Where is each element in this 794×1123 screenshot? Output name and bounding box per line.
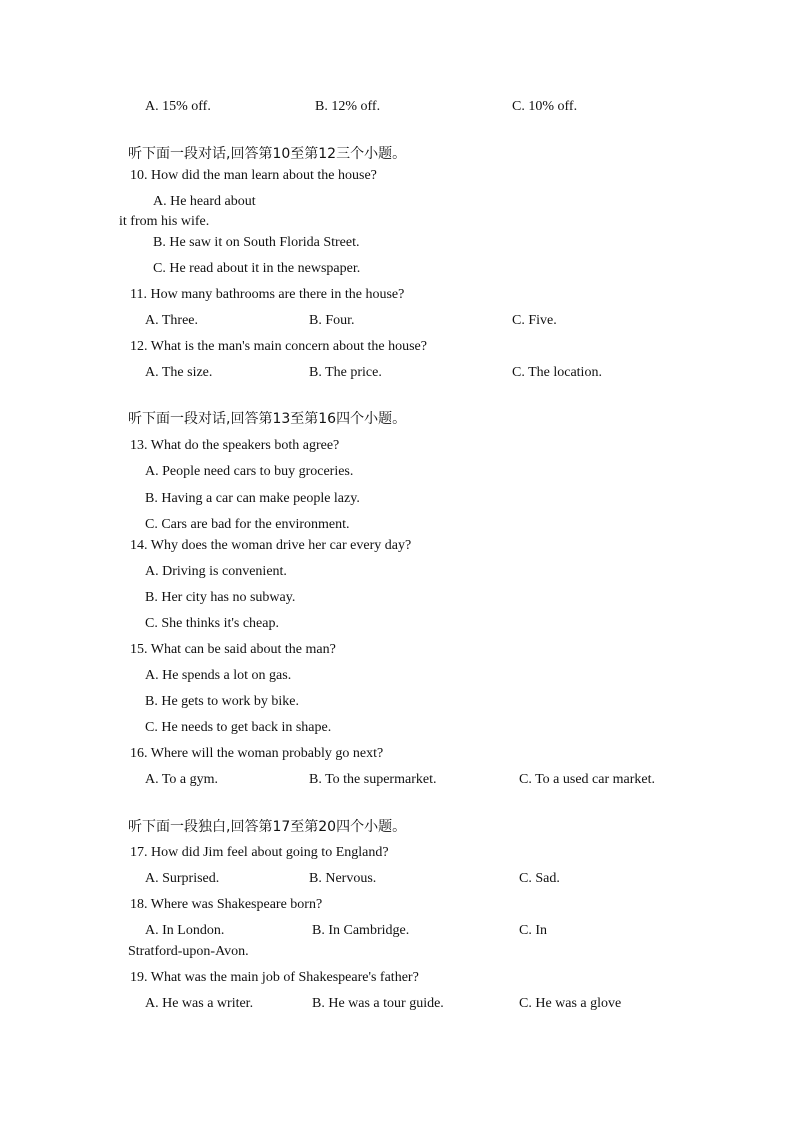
q16-option-c: C. To a used car market.: [519, 772, 655, 787]
q19-option-c: C. He was a glove: [519, 996, 622, 1011]
section-heading-1: 听下面一段对话,回答第10至第12三个小题。: [128, 146, 407, 162]
q12-option-b: B. The price.: [309, 365, 382, 380]
q11-option-a: A. Three.: [145, 313, 198, 328]
q14-option-a: A. Driving is convenient.: [145, 564, 287, 579]
q10-question: 10. How did the man learn about the house?: [130, 168, 377, 183]
q10-option-a-line1: A. He heard about: [153, 194, 256, 209]
q15-question: 15. What can be said about the man?: [130, 642, 336, 657]
q9-option-c: C. 10% off.: [512, 99, 578, 114]
q18-option-b: B. In Cambridge.: [312, 923, 410, 938]
q18-option-c-line2: Stratford-upon-Avon.: [128, 944, 249, 959]
q16-option-a: A. To a gym.: [145, 772, 219, 787]
q11-option-b: B. Four.: [309, 313, 355, 328]
q9-option-a: A. 15% off.: [145, 99, 211, 114]
q17-option-a: A. Surprised.: [145, 871, 220, 886]
q10-option-a-line2: it from his wife.: [119, 214, 210, 229]
q12-question: 12. What is the man's main concern about the house?: [130, 339, 427, 354]
q10-option-b: B. He saw it on South Florida Street.: [153, 235, 360, 250]
section-heading-3: 听下面一段独白,回答第17至第20四个小题。: [128, 819, 407, 835]
q16-option-b: B. To the supermarket.: [309, 772, 437, 787]
q19-question: 19. What was the main job of Shakespeare's father?: [130, 970, 419, 985]
q13-option-c: C. Cars are bad for the environment.: [145, 517, 350, 532]
q15-option-b: B. He gets to work by bike.: [145, 694, 299, 709]
q13-option-a: A. People need cars to buy groceries.: [145, 464, 354, 479]
q19-option-a: A. He was a writer.: [145, 996, 254, 1011]
q18-option-a: A. In London.: [145, 923, 225, 938]
q11-question: 11. How many bathrooms are there in the house?: [130, 287, 405, 302]
q15-option-c: C. He needs to get back in shape.: [145, 720, 332, 735]
q14-option-c: C. She thinks it's cheap.: [145, 616, 279, 631]
q14-option-b: B. Her city has no subway.: [145, 590, 296, 605]
q18-question: 18. Where was Shakespeare born?: [130, 897, 323, 912]
q13-question: 13. What do the speakers both agree?: [130, 438, 340, 453]
q17-question: 17. How did Jim feel about going to England?: [130, 845, 389, 860]
q9-option-b: B. 12% off.: [315, 99, 381, 114]
q10-option-c: C. He read about it in the newspaper.: [153, 261, 361, 276]
section-heading-2: 听下面一段对话,回答第13至第16四个小题。: [128, 411, 407, 427]
q19-option-b: B. He was a tour guide.: [312, 996, 444, 1011]
q12-option-c: C. The location.: [512, 365, 602, 380]
q17-option-b: B. Nervous.: [309, 871, 377, 886]
q17-option-c: C. Sad.: [519, 871, 560, 886]
q12-option-a: A. The size.: [145, 365, 213, 380]
q13-option-b: B. Having a car can make people lazy.: [145, 491, 360, 506]
q11-option-c: C. Five.: [512, 313, 557, 328]
q18-option-c-line1: C. In: [519, 923, 547, 938]
q15-option-a: A. He spends a lot on gas.: [145, 668, 292, 683]
q14-question: 14. Why does the woman drive her car every day?: [130, 538, 412, 553]
q16-question: 16. Where will the woman probably go next?: [130, 746, 384, 761]
